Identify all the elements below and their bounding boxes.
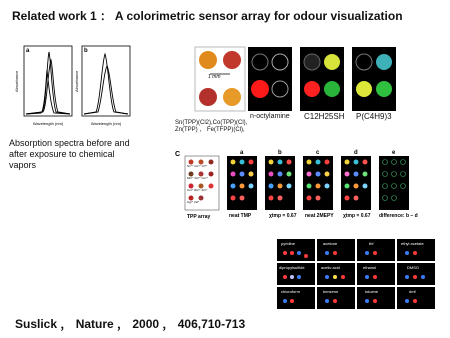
panel-a-label: a <box>26 48 30 54</box>
citation: Suslick ， Nature ， 2000 ， 406,710-713 <box>15 317 246 331</box>
svg-text:c: c <box>316 150 320 156</box>
response-panel-1 <box>248 47 292 111</box>
svg-text:DMSO: DMSO <box>407 265 419 270</box>
svg-text:e: e <box>392 150 396 156</box>
svg-text:dipropylsulfide: dipropylsulfide <box>279 265 305 270</box>
response-panel-3 <box>352 47 396 111</box>
array-col-c <box>303 150 334 219</box>
grid-row-1 <box>277 239 435 261</box>
svg-text:benzene: benzene <box>323 289 339 294</box>
spectra-panel-a <box>24 46 72 116</box>
svg-text:ethyl acetate: ethyl acetate <box>401 241 424 246</box>
svg-text:acetic acid: acetic acid <box>321 265 340 270</box>
spectra-ylabel-a: Absorbance <box>14 70 19 92</box>
absorption-spectra-figure <box>12 40 142 132</box>
svg-text:acetone: acetone <box>323 241 338 246</box>
svg-text:χtmp = 0.67: χtmp = 0.67 <box>343 213 371 219</box>
panel-b-label: b <box>84 48 88 54</box>
analyte-label-2: C12H25SH <box>304 112 345 121</box>
spectra-caption: Absorption spectra before and after exposure to chemical vapors <box>9 138 130 170</box>
spectra-xlabel-b: Wavelength (nm) <box>90 121 122 126</box>
svg-text:dmf: dmf <box>409 289 416 294</box>
array-col-b <box>265 150 297 219</box>
analyte-label-3: P(C4H9)3 <box>356 112 392 121</box>
svg-text:difference: b – d: difference: b – d <box>379 213 418 219</box>
array-col-a <box>227 150 257 219</box>
array-col-e <box>379 150 418 219</box>
grid-row-2 <box>277 263 435 285</box>
svg-text:d: d <box>354 150 358 156</box>
svg-text:Sn⁴⁺ Co³⁺ Cr³⁺: Sn⁴⁺ Co³⁺ Cr³⁺ <box>187 164 208 168</box>
response-panel-2 <box>300 47 344 111</box>
svg-text:neat TMP: neat TMP <box>229 213 252 219</box>
array-col-d <box>341 150 371 219</box>
spectra-ylabel-b: Absorbance <box>74 70 79 92</box>
compound-caption: Sn(TPP)(Cl2),Co(TPP)(Cl), Zn(TPP) ， Fe(TFPP)(Cl), <box>175 120 248 133</box>
svg-text:chloroform: chloroform <box>281 289 300 294</box>
panel-c-label: C <box>175 151 181 158</box>
grid-row-3 <box>277 287 435 309</box>
solvent-response-grid <box>277 239 437 311</box>
svg-text:b: b <box>278 150 282 156</box>
svg-text:a: a <box>240 150 244 156</box>
svg-text:Cu²⁺ Ru²⁺ Zn²⁺: Cu²⁺ Ru²⁺ Zn²⁺ <box>187 188 208 192</box>
svg-text:pyridine: pyridine <box>281 241 296 246</box>
svg-text:Mn³⁺ Fe³⁺ Co²⁺: Mn³⁺ Fe³⁺ Co²⁺ <box>187 176 208 180</box>
tpp-array-legend <box>185 156 219 220</box>
svg-text:toluene: toluene <box>365 289 379 294</box>
svg-text:ethanol: ethanol <box>363 265 377 270</box>
analyte-label-1: n-octylamine <box>250 113 290 120</box>
svg-text:neat 2MEPY: neat 2MEPY <box>305 213 334 219</box>
analyte-response-photos <box>248 47 396 111</box>
spectra-panel-b <box>82 46 130 116</box>
slide-title: Related work 1 ： A colorimetric sensor array for odour visualization <box>12 9 403 23</box>
svg-text:thf: thf <box>369 241 374 246</box>
sensor-array-figure <box>173 148 418 236</box>
tpp-array-label: TPP array <box>187 214 211 220</box>
spectra-xlabel-a: Wavelength (nm) <box>32 121 64 126</box>
scale-label: 1 mm <box>208 74 221 80</box>
svg-text:Ag²⁺ 2H⁺: Ag²⁺ 2H⁺ <box>187 200 200 204</box>
svg-text:χtmp = 0.67: χtmp = 0.67 <box>269 213 297 219</box>
